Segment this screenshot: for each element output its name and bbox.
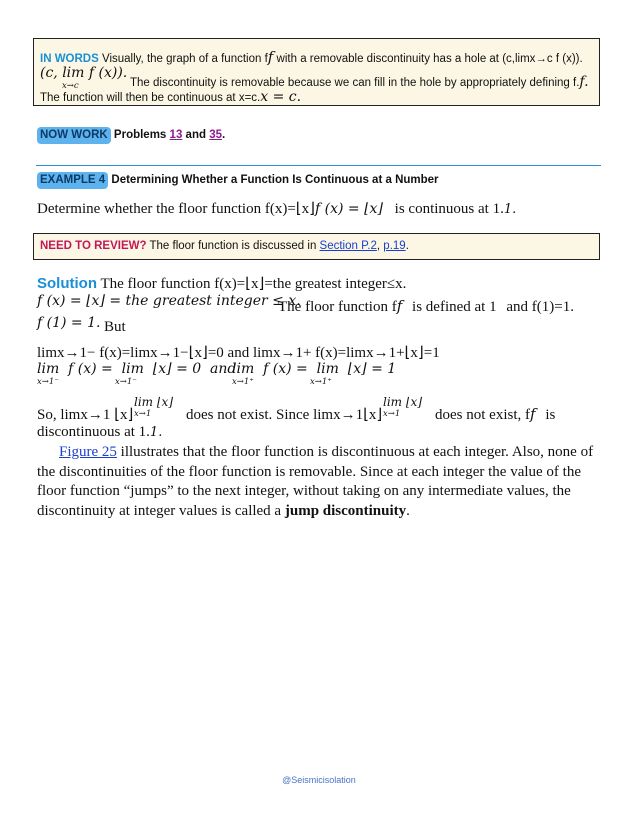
so-line-c: does not exist, ff is <box>435 405 556 423</box>
so-sub-2: x→1 <box>383 409 401 419</box>
question-num-math: 1. <box>503 202 517 217</box>
in-words-label: IN WORDS <box>40 53 99 65</box>
example-label: EXAMPLE 4 <box>37 172 108 189</box>
in-words-line3: The function will then be continuous at x=c.x = c. <box>40 89 302 105</box>
now-work-line: NOW WORK Problems 13 and 35. <box>37 127 225 144</box>
in-words-xc: x=c. <box>238 92 261 104</box>
question-line: Determine whether the floor function f(x)=⌊x⌋f (x) = ⌊x⌋ is continuous at 1.1. <box>37 201 517 217</box>
solution-but: But <box>104 319 126 335</box>
limits-sub-3: x→1⁺ <box>232 377 254 387</box>
figure-25-link[interactable]: Figure 25 <box>59 444 117 460</box>
question-fx-math: f (x) = ⌊x⌋ <box>315 201 383 217</box>
example-header <box>37 172 439 189</box>
limits-sub-1: x→1⁻ <box>37 377 59 387</box>
in-words-point-subscript: x→c <box>62 81 79 91</box>
limits-sub-2: x→1⁻ <box>115 377 137 387</box>
in-words-f-def: f. <box>573 77 580 89</box>
question-fx-text: f(x)=⌊x⌋ <box>264 201 315 217</box>
now-work-text: Problems <box>113 129 167 141</box>
in-words-line2: The discontinuity is removable because we can fill in the hole by appropriately defining f.f. <box>130 74 589 90</box>
now-work-and: and <box>185 129 206 141</box>
discontinuous-line: discontinuous at 1.1. <box>37 424 163 440</box>
question-num: 1. <box>492 201 504 217</box>
explanation-paragraph: Figure 25 illustrates that the floor function is discontinuous at each integer. Also, none of the discontinuities of the floor function is removable. Since at each integer the value of the floor function “jumps” to the next integer, without taking on any intermediate values, the discontinuity at integer values is called a jump discontinuity. <box>37 444 594 519</box>
example-divider <box>36 165 601 166</box>
in-words-text1: Visually, the graph of a function f <box>101 53 268 65</box>
now-work-label: NOW WORK <box>37 127 111 144</box>
limits-text: limx→1− f(x)=limx→1−⌊x⌋=0 and limx→1+ f(x)=limx→1+⌊x⌋=1 <box>37 345 440 361</box>
in-words-point-math: (c, lim f (x)). <box>40 65 128 81</box>
solution-line1: Solution The floor function f(x)=⌊x⌋=the greatest integer≤x. <box>37 275 407 292</box>
so-math-1: lim ⌊x⌋ <box>134 395 173 409</box>
solution-label: Solution <box>37 275 97 292</box>
in-words-xc-math: x = c. <box>260 89 302 105</box>
in-words-f-glyph: f <box>267 48 274 66</box>
problem-13-link[interactable]: 13 <box>169 129 183 141</box>
in-words-text2: with a removable discontinuity has a hole at <box>276 53 500 65</box>
so-line-a: So, limx→1 ⌊x⌋ <box>37 407 134 423</box>
solution-line2-text: The floor function ff is defined at 1 and f(1)=1. <box>278 297 574 315</box>
review-line: NEED TO REVIEW? The floor function is discussed in Section P.2, p.19. <box>40 240 409 252</box>
problem-35-link[interactable]: 35 <box>209 129 222 141</box>
solution-line2: f (x) = ⌊x⌋ = the greatest integer ≤ x. <box>37 293 301 309</box>
limits-math-right: lim f (x) = lim ⌊x⌋ = 1 <box>232 361 397 377</box>
solution-line3-math: f (1) = 1. <box>37 315 101 331</box>
footer-watermark: @Seismicisolation <box>282 775 356 785</box>
so-math-2: lim ⌊x⌋ <box>383 395 422 409</box>
in-words-point: (c,limx→c f (x)). <box>502 53 583 65</box>
so-line-b: does not exist. Since limx→1⌊x⌋ <box>186 407 383 423</box>
review-label: NEED TO REVIEW? <box>40 240 147 252</box>
section-p2-link[interactable]: Section P.2 <box>319 240 377 252</box>
so-sub-1: x→1 <box>134 409 152 419</box>
page-19-link[interactable]: p.19 <box>383 240 406 252</box>
limits-math-left: lim f (x) = lim ⌊x⌋ = 0 and <box>37 361 237 377</box>
jump-discontinuity-term: jump discontinuity <box>284 502 407 519</box>
in-words-f-def-math: f. <box>579 74 589 90</box>
limits-sub-4: x→1⁺ <box>310 377 332 387</box>
example-title: Determining Whether a Function Is Continuous at a Number <box>111 174 439 186</box>
